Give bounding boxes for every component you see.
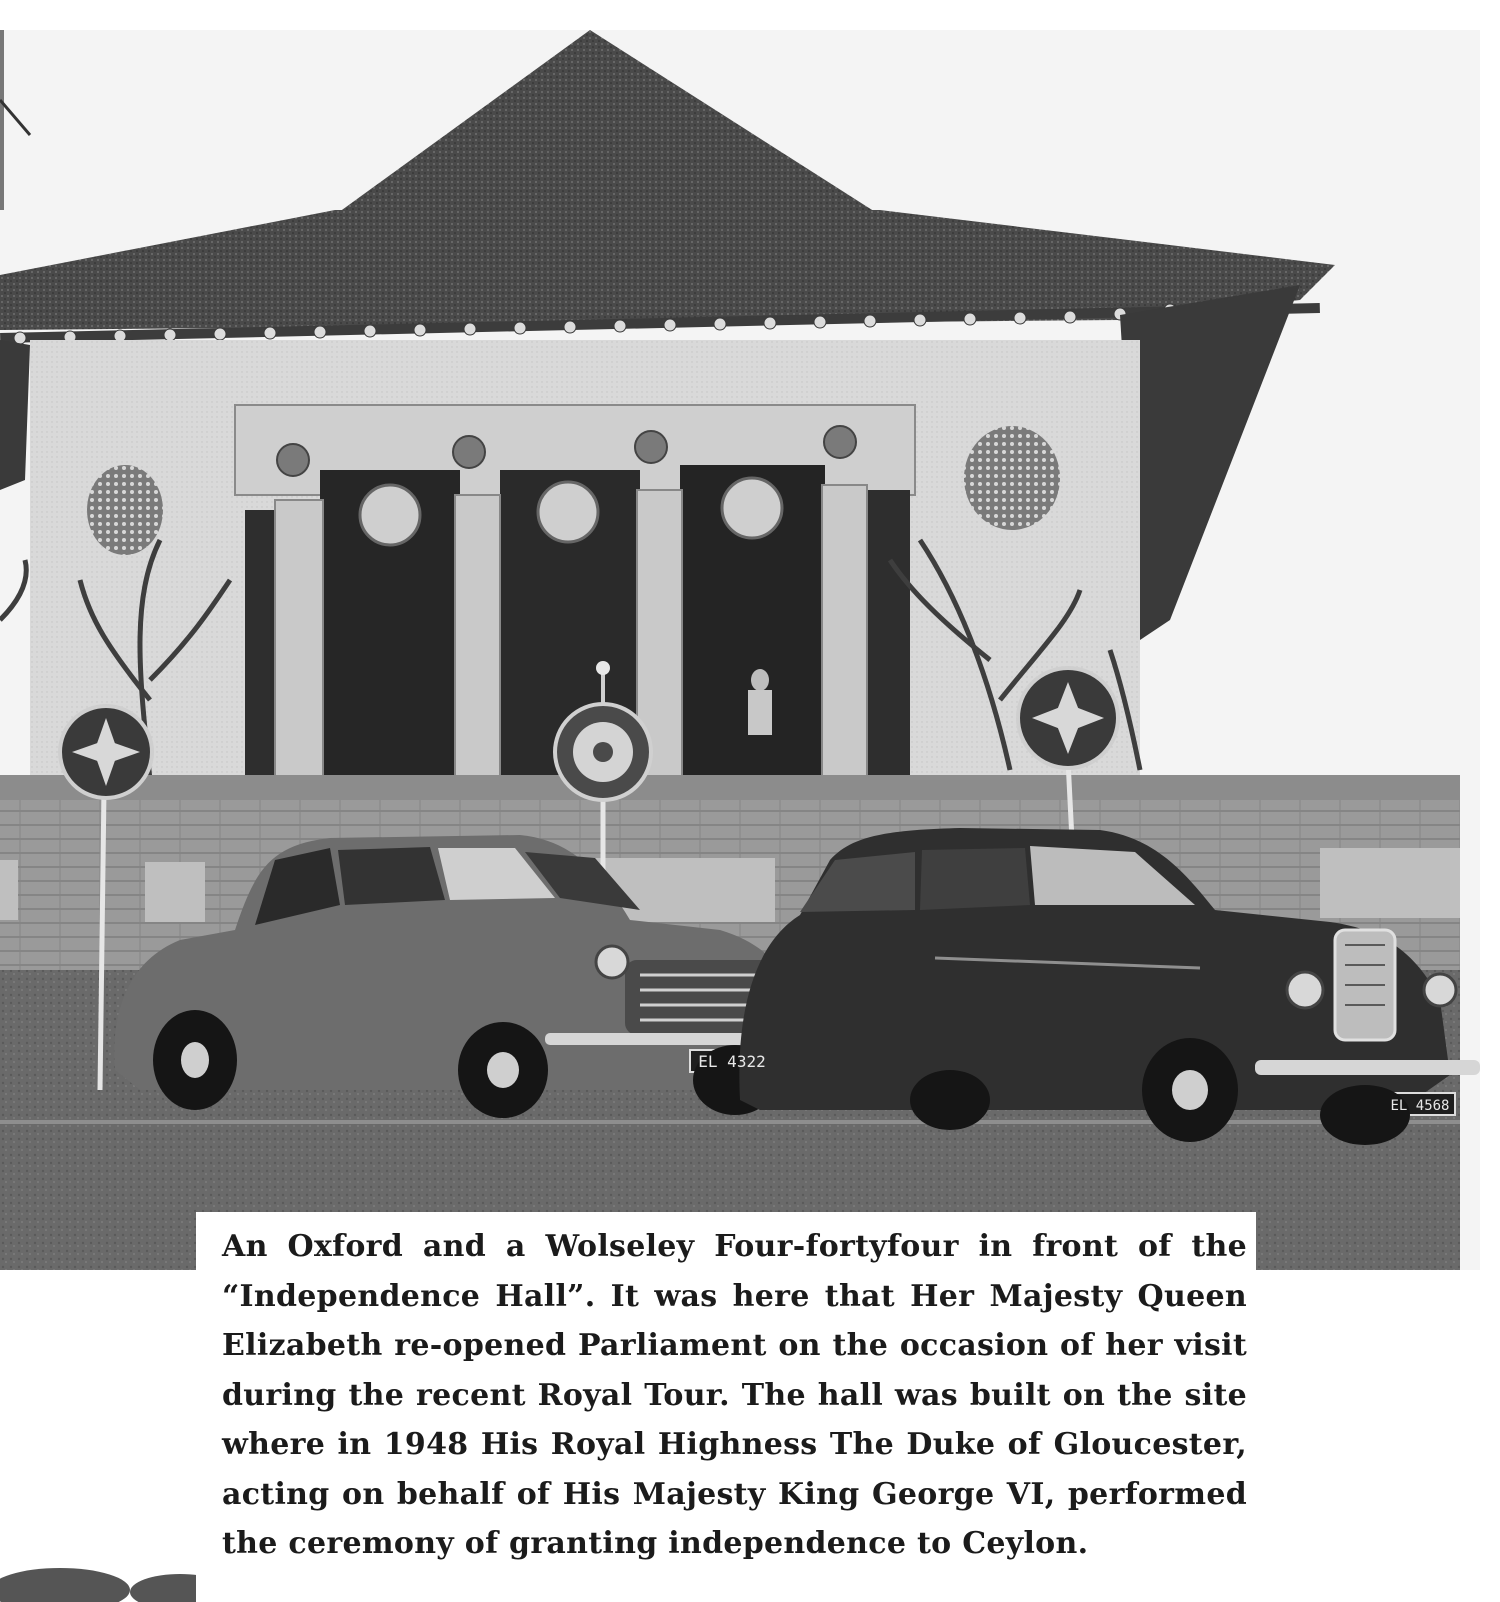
wolseley-licence-plate: EL 4568 <box>1390 1098 1450 1114</box>
oxford-licence-plate: EL 4322 <box>698 1052 766 1071</box>
photo-caption: An Oxford and a Wolseley Four-fortyfour in front of the “Independence Hall”. It was here that Her Majesty Queen Elizabeth re-opened Parliament on the occasion of her visit during the recent Royal Tour. The hall was built on the site where in 1948 His Royal Highness The Duke of Gloucester, acting on behalf of His Majesty King George VI, performed the ceremony of granting independence to Ceylon. <box>222 1229 1247 1561</box>
